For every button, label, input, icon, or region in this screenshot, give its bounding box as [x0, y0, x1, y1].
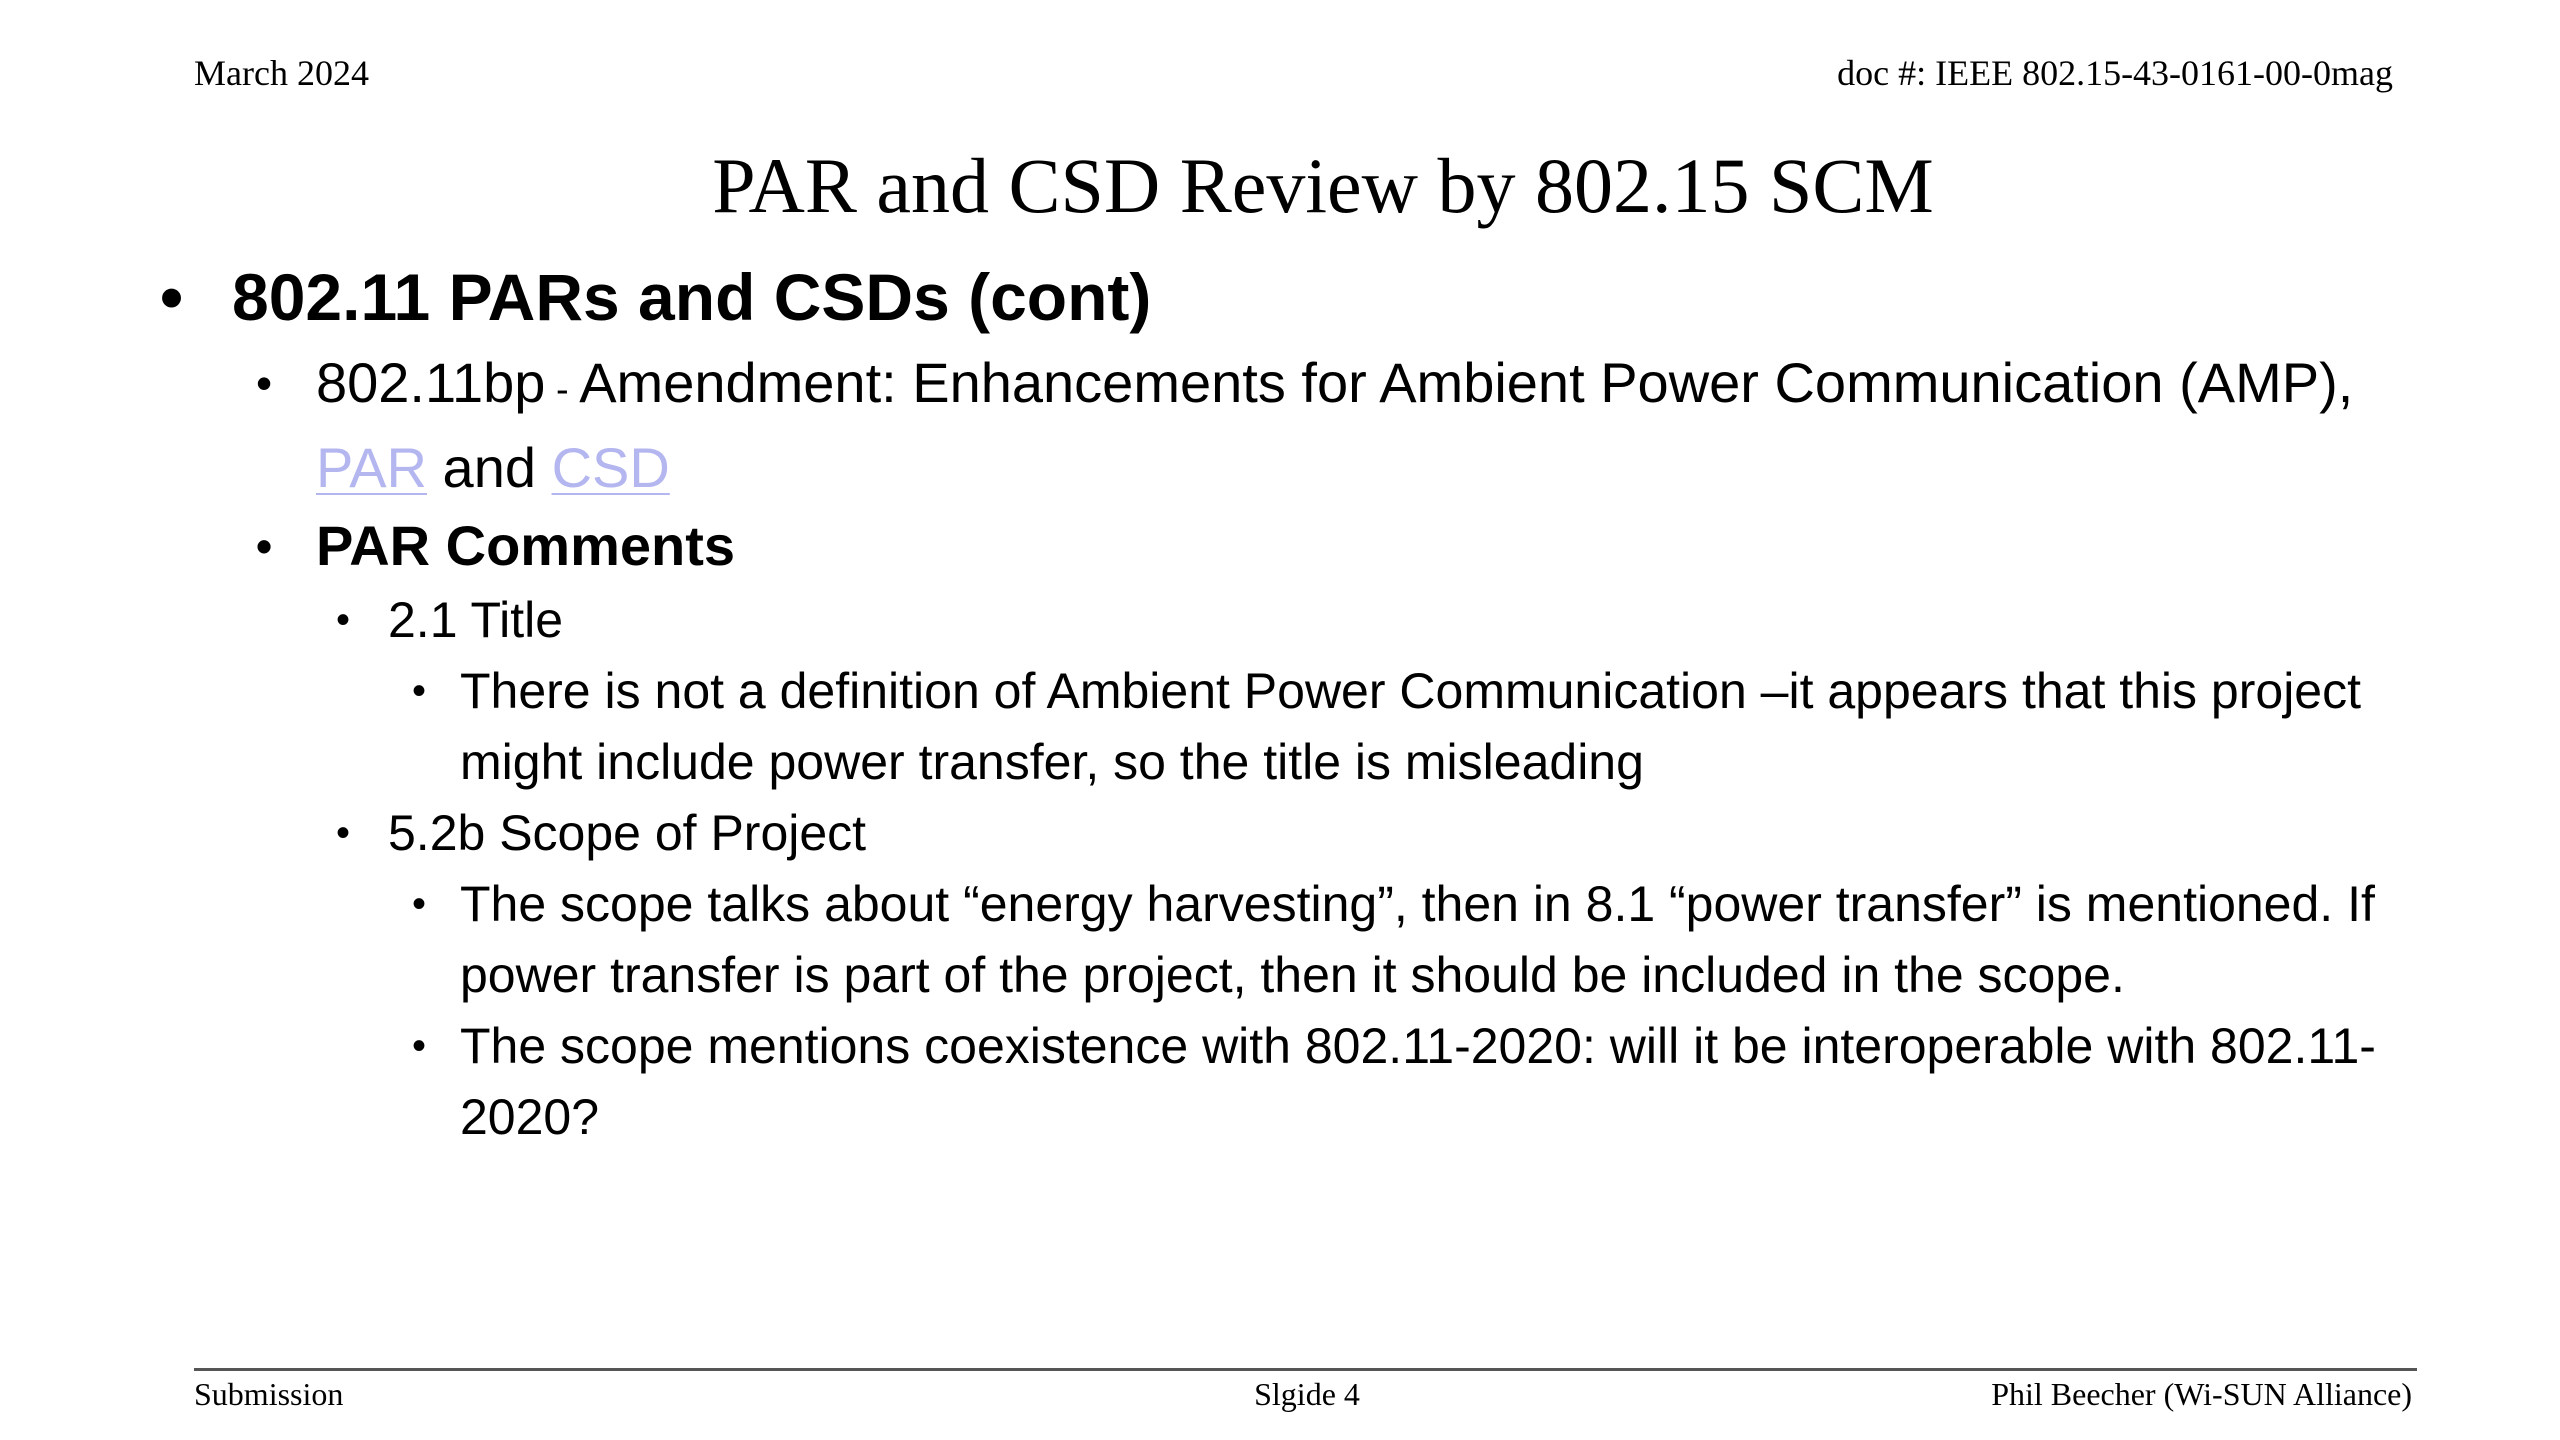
par-link[interactable]: PAR — [316, 436, 427, 499]
csd-link[interactable]: CSD — [551, 436, 670, 499]
bullet-text: PAR Comments — [316, 514, 736, 577]
bullet-level4-title-comment — [412, 656, 2420, 798]
bullet-text: The scope talks about “energy harvesting”, then in 8.1 “power transfer” is mentioned. If power transfer is part of the project, then it should be included in the scope. — [460, 876, 2375, 1003]
bullet-text: 2.1 Title — [388, 592, 564, 648]
bullet-level2-par-comments — [256, 507, 2420, 585]
header-date: March 2024 — [194, 53, 369, 93]
bullet-marker: • — [336, 598, 351, 642]
bullet-text: There is not a definition of Ambient Power Communication –it appears that this project might include power transfer, so the title is misleading — [460, 663, 2362, 790]
footer-author: Phil Beecher (Wi-SUN Alliance) — [1991, 1376, 2412, 1412]
bullet-marker: • — [256, 357, 273, 409]
bullet-level3-scope — [336, 798, 2420, 869]
slide-title: PAR and CSD Review by 802.15 SCM — [712, 142, 1934, 229]
project-code: 802.11bp — [316, 351, 546, 414]
bullet-text: The scope mentions coexistence with 802.11-2020: will it be interoperable with 802.11-2020? — [460, 1018, 2376, 1145]
bullet-marker: • — [160, 260, 184, 334]
bullet-marker: • — [412, 882, 427, 926]
bullet-marker: • — [412, 669, 427, 713]
bullet-level4-scope-comment-2 — [412, 1011, 2420, 1153]
bullet-level1-parcsd — [160, 252, 2420, 342]
bullet-level3-title — [336, 585, 2420, 656]
bullet-text: 5.2b Scope of Project — [388, 805, 867, 861]
footer-submission: Submission — [194, 1376, 344, 1412]
slide-body — [160, 252, 2420, 1153]
and-text: and — [427, 436, 552, 499]
project-description: Amendment: Enhancements for Ambient Power Communication (AMP), — [579, 351, 2354, 414]
bullet-level2-80211bp — [256, 344, 2420, 507]
header-doc-number: doc #: IEEE 802.15-43-0161-00-0mag — [1837, 53, 2393, 93]
bullet-level4-scope-comment-1 — [412, 869, 2420, 1011]
bullet-marker: • — [336, 811, 351, 855]
footer-divider — [194, 1368, 2417, 1371]
footer-slide-number: Slgide 4 — [1254, 1376, 1360, 1412]
bullet-text — [316, 344, 2420, 507]
bullet-text: 802.11 PARs and CSDs (cont) — [232, 260, 1152, 334]
bullet-marker: • — [256, 520, 273, 572]
bullet-marker: • — [412, 1024, 427, 1068]
dash-separator: - — [545, 369, 580, 411]
